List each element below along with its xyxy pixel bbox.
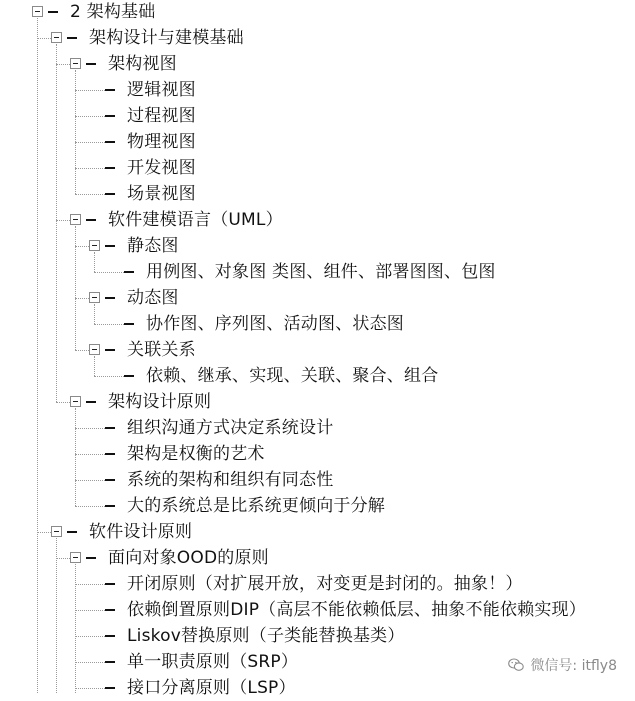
tree-leaf[interactable] — [0, 129, 635, 155]
node-marker-icon — [105, 349, 115, 351]
collapse-toggle-icon[interactable] — [89, 292, 100, 303]
node-label: 协作图、序列图、活动图、状态图 — [146, 314, 404, 334]
collapse-toggle-icon[interactable] — [32, 6, 43, 17]
tree-leaf[interactable] — [0, 155, 635, 181]
node-label: 静态图 — [127, 236, 179, 256]
node-marker-icon — [105, 687, 115, 689]
tree-leaf[interactable] — [0, 311, 635, 337]
node-label: 用例图、对象图 类图、组件、部署图图、包图 — [146, 262, 496, 282]
node-label: 单一职责原则（SRP） — [127, 652, 299, 672]
node-marker-icon — [105, 427, 115, 429]
node-label: 场景视图 — [127, 184, 196, 204]
node-label: 大的系统总是比系统更倾向于分解 — [127, 496, 385, 516]
node-marker-icon — [105, 297, 115, 299]
node-label: 关联关系 — [127, 340, 196, 360]
node-marker-icon — [105, 89, 115, 91]
tree-node[interactable] — [0, 285, 635, 311]
node-label: 接口分离原则（LSP） — [127, 678, 296, 698]
node-label: 架构是权衡的艺术 — [127, 444, 265, 464]
node-label: 面向对象OOD的原则 — [108, 548, 269, 568]
node-marker-icon — [105, 661, 115, 663]
node-marker-icon — [105, 635, 115, 637]
collapse-toggle-icon[interactable] — [51, 32, 62, 43]
node-label: 逻辑视图 — [127, 80, 196, 100]
tree-leaf[interactable] — [0, 415, 635, 441]
tree-leaf[interactable] — [0, 363, 635, 389]
tree-node[interactable] — [0, 207, 635, 233]
node-marker-icon — [86, 219, 96, 221]
tree-node[interactable] — [0, 519, 635, 545]
tree-leaf[interactable] — [0, 181, 635, 207]
node-marker-icon — [86, 401, 96, 403]
tree-leaf[interactable] — [0, 77, 635, 103]
collapse-toggle-icon[interactable] — [70, 552, 81, 563]
node-label: 过程视图 — [127, 106, 196, 126]
node-marker-icon — [86, 557, 96, 559]
tree-node[interactable] — [0, 389, 635, 415]
tree-node[interactable] — [0, 545, 635, 571]
node-label: 架构视图 — [108, 54, 177, 74]
tree-node[interactable] — [0, 337, 635, 363]
node-label: 开闭原则（对扩展开放，对变更是封闭的。抽象！） — [127, 574, 523, 594]
tree-node[interactable] — [0, 0, 635, 25]
tree-leaf[interactable] — [0, 675, 635, 701]
node-label: 2 架构基础 — [70, 2, 156, 22]
node-marker-icon — [67, 531, 77, 533]
node-marker-icon — [105, 167, 115, 169]
tree-leaf[interactable] — [0, 259, 635, 285]
watermark-text: 微信号: itfly8 — [530, 658, 617, 674]
wechat-watermark — [508, 655, 617, 675]
node-marker-icon — [124, 375, 134, 377]
tree-leaf[interactable] — [0, 467, 635, 493]
node-marker-icon — [48, 11, 58, 13]
tree-leaf[interactable] — [0, 571, 635, 597]
node-label: 依赖、继承、实现、关联、聚合、组合 — [146, 366, 439, 386]
node-label: 开发视图 — [127, 158, 196, 178]
collapse-toggle-icon[interactable] — [89, 344, 100, 355]
node-marker-icon — [124, 271, 134, 273]
tree-leaf[interactable] — [0, 597, 635, 623]
node-marker-icon — [67, 37, 77, 39]
node-marker-icon — [105, 505, 115, 507]
collapse-toggle-icon[interactable] — [70, 58, 81, 69]
node-label: 组织沟通方式决定系统设计 — [127, 418, 334, 438]
tree-node[interactable] — [0, 51, 635, 77]
collapse-toggle-icon[interactable] — [51, 526, 62, 537]
tree-leaf[interactable] — [0, 623, 635, 649]
collapse-toggle-icon[interactable] — [70, 396, 81, 407]
node-marker-icon — [105, 609, 115, 611]
tree-node[interactable] — [0, 233, 635, 259]
node-label: Liskov替换原则（子类能替换基类） — [127, 626, 405, 646]
tree-leaf[interactable] — [0, 493, 635, 519]
node-marker-icon — [105, 583, 115, 585]
node-marker-icon — [124, 323, 134, 325]
wechat-icon — [508, 658, 524, 672]
node-label: 系统的架构和组织有同态性 — [127, 470, 334, 490]
collapse-toggle-icon[interactable] — [89, 240, 100, 251]
node-marker-icon — [105, 245, 115, 247]
node-label: 架构设计原则 — [108, 392, 212, 412]
collapse-toggle-icon[interactable] — [70, 214, 81, 225]
node-marker-icon — [105, 141, 115, 143]
node-label: 物理视图 — [127, 132, 196, 152]
node-label: 依赖倒置原则DIP（高层不能依赖低层、抽象不能依赖实现） — [127, 600, 586, 620]
node-label: 动态图 — [127, 288, 179, 308]
node-label: 软件建模语言（UML） — [108, 210, 283, 230]
node-label: 架构设计与建模基础 — [89, 28, 244, 48]
tree-leaf[interactable] — [0, 103, 635, 129]
node-marker-icon — [105, 115, 115, 117]
node-marker-icon — [105, 453, 115, 455]
tree-node[interactable] — [0, 25, 635, 51]
node-marker-icon — [105, 193, 115, 195]
node-marker-icon — [105, 479, 115, 481]
tree-leaf[interactable] — [0, 441, 635, 467]
node-label: 软件设计原则 — [89, 522, 193, 542]
node-marker-icon — [86, 63, 96, 65]
